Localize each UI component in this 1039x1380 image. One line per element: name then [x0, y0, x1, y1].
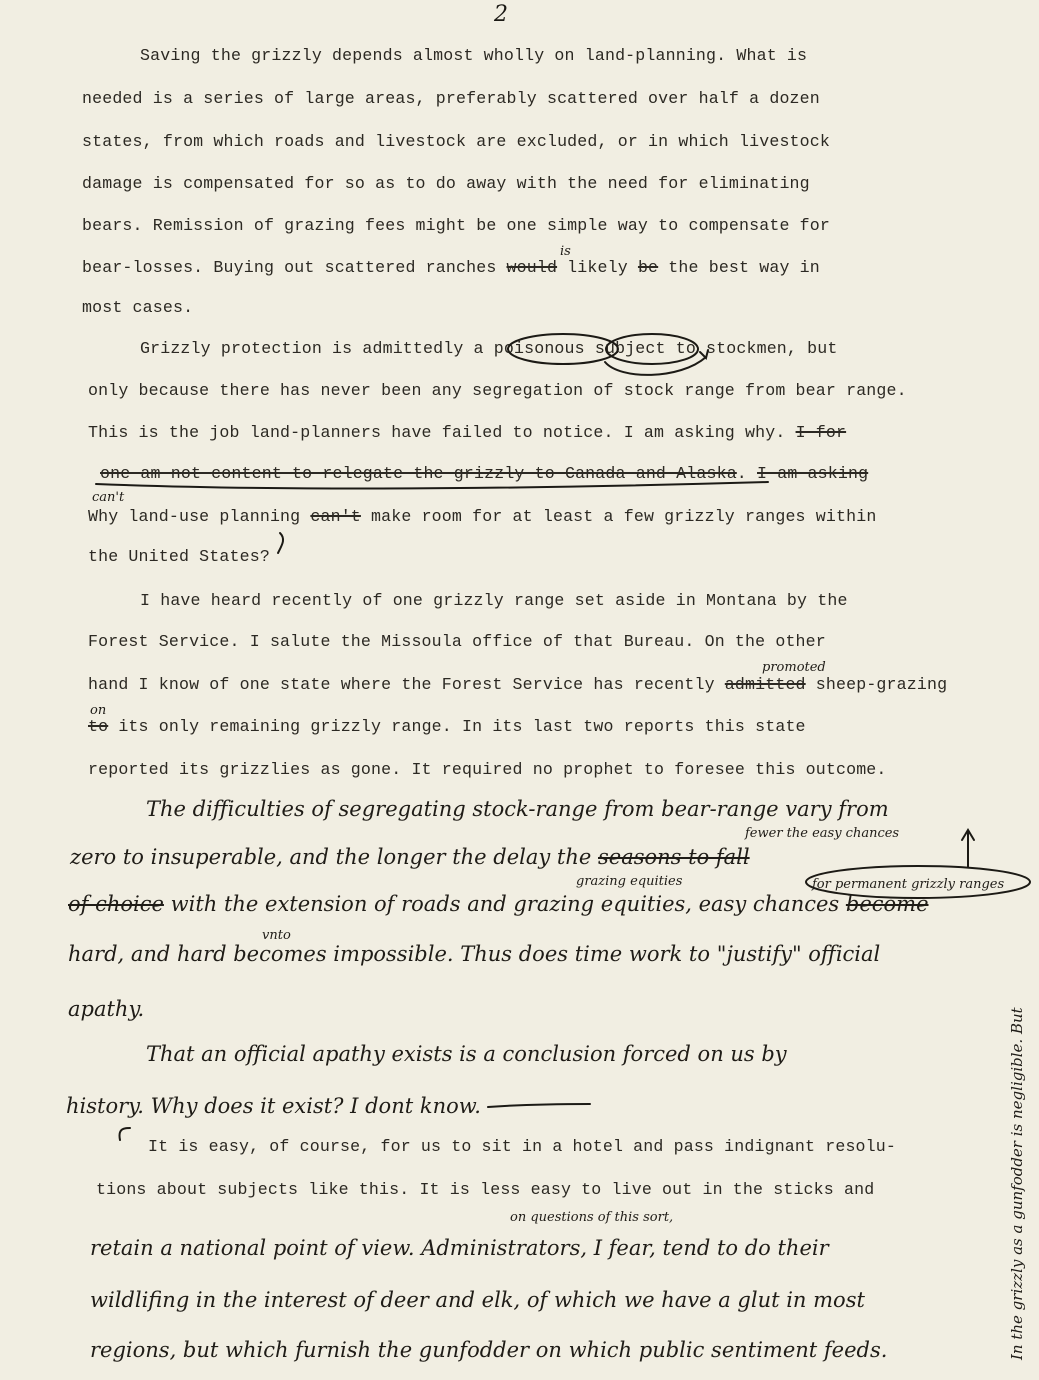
typed-line-5: bears. Remission of grazing fees might be one simple way to compensate for: [82, 216, 830, 235]
hand-line-10: regions, but which furnish the gunfodder on which public sentiment feeds.: [90, 1338, 888, 1362]
strike-cant: can't: [310, 507, 361, 526]
hand-line-3: of choice with the extension of roads and grazing equities, easy chances become: [68, 892, 929, 916]
hand-line-4: hard, and hard becomes impossible. Thus does time work to "justify" official: [68, 942, 881, 966]
typed-line-7: most cases.: [82, 298, 194, 317]
circle-subject: [606, 334, 698, 364]
typed-line-2: needed is a series of large areas, preferably scattered over half a dozen: [82, 89, 820, 108]
hand-connector: [119, 1128, 130, 1140]
insert-promoted: promoted: [762, 660, 826, 675]
typed-line-13: the United States?: [88, 547, 270, 566]
typed-line-4: damage is compensated for so as to do away with the need for eliminating: [82, 174, 810, 193]
typed-line-3: states, from which roads and livestock are excluded, or in which livestock: [82, 132, 830, 151]
insert-on: on: [90, 703, 107, 718]
underline-strike: [96, 482, 768, 488]
insert-grazing-equities: grazing equities: [576, 874, 683, 889]
margin-vertical-note: In the grizzly as a gunfodder is negligible. But: [1008, 1007, 1026, 1360]
strike-i-am-asking: I am asking: [757, 464, 869, 483]
hand-line-2: zero to insuperable, and the longer the delay the seasons to fall: [70, 845, 750, 869]
strike-of-choice: of choice: [68, 892, 164, 916]
hand-line-8: retain a national point of view. Administrators, I fear, tend to do their: [90, 1236, 829, 1260]
typed-line-11: one am not content to relegate the grizzly to Canada and Alaska. I am asking: [100, 464, 869, 483]
hand-line-7: history. Why does it exist? I dont know.: [66, 1094, 481, 1118]
hand-line-9: wildlifing in the interest of deer and elk, of which we have a glut in most: [90, 1288, 865, 1312]
insert-questions: on questions of this sort,: [510, 1210, 674, 1225]
typed-line-20: tions about subjects like this. It is less easy to live out in the sticks and: [96, 1180, 875, 1199]
typed-line-14: I have heard recently of one grizzly range set aside in Montana by the: [140, 591, 848, 610]
typed-line-18: reported its grizzlies as gone. It required no prophet to foresee this outcome.: [88, 760, 887, 779]
typed-line-12: Why land-use planning can't make room for at least a few grizzly ranges within: [88, 507, 877, 526]
typed-line-15: Forest Service. I salute the Missoula office of that Bureau. On the other: [88, 632, 826, 651]
typed-line-16: hand I know of one state where the Forest Service has recently admitted sheep-grazing: [88, 675, 948, 694]
strike-become: become: [845, 892, 929, 916]
typed-line-9: only because there has never been any segregation of stock range from bear range.: [88, 381, 907, 400]
insert-is: is: [560, 244, 571, 259]
hand-underline: [488, 1104, 590, 1107]
typed-line-6: bear-losses. Buying out scattered ranches would likely be the best way in: [82, 258, 820, 277]
question-mark: [278, 533, 283, 553]
strike-to: to: [88, 717, 109, 736]
strike-be: be: [637, 258, 659, 277]
insert-arrow: [962, 830, 974, 867]
typed-line-1: Saving the grizzly depends almost wholly on land-planning. What is: [140, 46, 808, 65]
strike-would: would: [506, 258, 558, 277]
circle-permanent: [806, 866, 1030, 898]
hand-line-1: The difficulties of segregating stock-range from bear-range vary from: [146, 797, 889, 821]
insert-vnto: vnto: [262, 928, 291, 943]
page-number: 2: [494, 2, 508, 27]
strike-one-am: one am not content to relegate the grizzly to Canada and Alaska: [100, 464, 737, 483]
strike-seasons: seasons to fall: [598, 845, 750, 869]
insert-fewer: fewer the easy chances: [745, 826, 900, 841]
hand-line-5: apathy.: [68, 997, 145, 1021]
typed-line-8: Grizzly protection is admittedly a poisonous subject to stockmen, but: [140, 339, 838, 358]
circle-poisonous: [508, 334, 618, 364]
strike-admitted: admitted: [724, 675, 806, 694]
strike-i-for: I for: [795, 423, 847, 442]
hand-line-6: That an official apathy exists is a conclusion forced on us by: [146, 1042, 787, 1066]
typed-line-19: It is easy, of course, for us to sit in a hotel and pass indignant resolu-: [148, 1137, 896, 1156]
insert-permanent: for permanent grizzly ranges: [812, 877, 1005, 892]
typed-line-17: to its only remaining grizzly range. In its last two reports this state: [88, 717, 806, 736]
typed-line-10: This is the job land-planners have failed to notice. I am asking why. I for: [88, 423, 847, 442]
insert-cant: can't: [92, 490, 125, 505]
